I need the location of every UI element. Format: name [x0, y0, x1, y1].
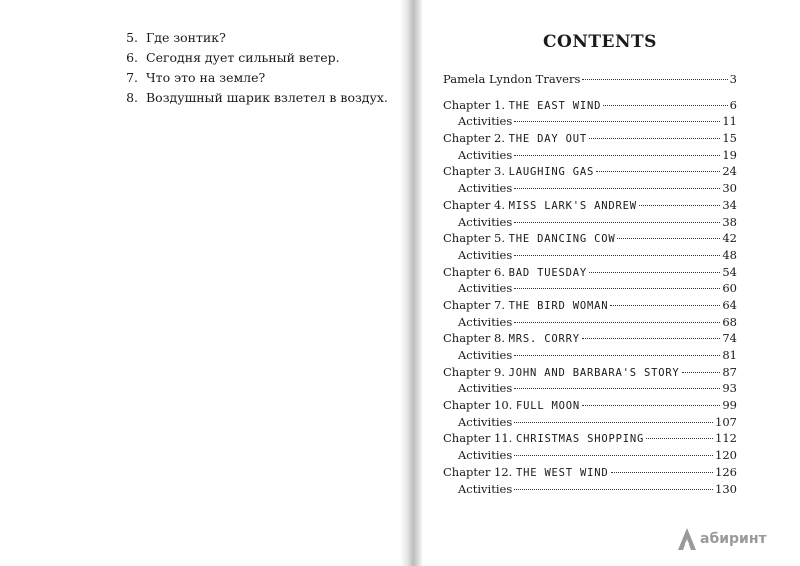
page-number: 30	[722, 181, 737, 196]
toc-chapter-row	[443, 98, 737, 115]
book-gutter	[400, 0, 422, 566]
dot-leader	[596, 171, 720, 172]
page-number: 24	[722, 164, 737, 179]
dot-leader	[639, 205, 721, 206]
chapter-title: BAD TUESDAY	[508, 266, 587, 279]
page-number: 81	[722, 348, 737, 362]
page-number: 6	[729, 97, 737, 112]
dot-leader	[514, 288, 720, 289]
page-number: 126	[715, 464, 737, 479]
dot-leader	[603, 105, 727, 106]
chapter-title: THE DANCING COW	[508, 233, 616, 246]
activities-label: Activities	[458, 448, 513, 463]
page-number: 11	[722, 114, 737, 129]
toc-chapter-row	[443, 231, 737, 248]
page-number: 112	[715, 431, 737, 446]
page-number: 93	[722, 381, 737, 396]
toc-activities-row	[443, 482, 737, 499]
chapter-prefix: Chapter 11.	[443, 431, 513, 446]
activities-label: Activities	[458, 214, 513, 229]
labirint-logo-icon	[676, 526, 698, 552]
page-number: 68	[722, 314, 737, 329]
activities-label: Activities	[458, 281, 513, 296]
activities-label: Activities	[458, 348, 513, 362]
dot-leader	[514, 155, 720, 156]
page-number: 130	[715, 481, 737, 496]
dot-leader	[514, 455, 713, 456]
toc-activities-row	[443, 415, 737, 432]
dot-leader	[646, 438, 713, 439]
dot-leader	[514, 422, 713, 423]
chapter-title: THE DAY OUT	[508, 133, 587, 146]
page-number: 74	[722, 331, 737, 346]
toc-chapter-row	[443, 265, 737, 282]
chapter-title: THE BIRD WOMAN	[508, 299, 609, 312]
dot-leader	[589, 272, 720, 273]
toc-chapter-row	[443, 164, 737, 181]
toc-chapter-row	[443, 131, 737, 148]
dot-leader	[610, 305, 720, 306]
list-item: 8. Воздушный шарик взлетел в воздух.	[126, 90, 388, 105]
dot-leader	[617, 238, 720, 239]
dot-leader	[514, 121, 720, 122]
page-number: 120	[715, 448, 737, 463]
toc-activities-row	[443, 181, 737, 198]
activities-label: Activities	[458, 247, 513, 262]
activities-label: Activities	[458, 114, 513, 129]
chapter-title: CHRISTMAS SHOPPING	[515, 433, 645, 446]
chapter-prefix: Chapter 12.	[443, 464, 513, 479]
dot-leader	[582, 79, 727, 80]
list-item: 5. Где зонтик?	[126, 30, 226, 45]
activities-label: Activities	[458, 147, 513, 162]
dot-leader	[514, 322, 720, 323]
toc-chapter-row	[443, 465, 737, 482]
chapter-prefix: Chapter 3.	[443, 164, 505, 179]
chapter-prefix: Chapter 1.	[443, 97, 505, 112]
toc-activities-row	[443, 114, 737, 131]
page-number: 60	[722, 281, 737, 296]
dot-leader	[582, 338, 721, 339]
dot-leader	[514, 489, 713, 490]
chapter-prefix: Chapter 9.	[443, 364, 505, 379]
watermark: абиринт	[676, 526, 767, 552]
chapter-title: MISS LARK'S ANDREW	[508, 199, 637, 212]
page-number: 38	[722, 214, 737, 229]
toc-author-row: Pamela Lyndon Travers 3	[443, 72, 737, 86]
chapter-prefix: Chapter 5.	[443, 231, 505, 246]
activities-label: Activities	[458, 481, 513, 496]
page-number: 64	[722, 297, 737, 312]
chapter-prefix: Chapter 8.	[443, 331, 505, 346]
dot-leader	[514, 188, 720, 189]
page-number: 87	[722, 364, 737, 379]
chapter-prefix: Chapter 10.	[443, 398, 513, 413]
toc-chapter-row	[443, 431, 737, 448]
dot-leader	[611, 472, 714, 473]
activities-label: Activities	[458, 181, 513, 196]
chapter-prefix: Chapter 4.	[443, 197, 505, 212]
list-item: 7. Что это на земле?	[126, 70, 266, 85]
chapter-title: THE EAST WIND	[508, 99, 602, 112]
chapter-title: LAUGHING GAS	[508, 166, 595, 179]
dot-leader	[682, 372, 721, 373]
dot-leader	[514, 222, 720, 223]
toc-chapter-row	[443, 331, 737, 348]
toc-activities-row	[443, 281, 737, 298]
page-number: 99	[722, 398, 737, 413]
dot-leader	[514, 388, 720, 389]
dot-leader	[514, 255, 720, 256]
toc-activities-row	[443, 215, 737, 232]
toc-activities-row	[443, 248, 737, 265]
exercise-list	[118, 28, 388, 108]
chapter-prefix: Chapter 6.	[443, 264, 505, 279]
toc-chapter-row	[443, 198, 737, 215]
activities-label: Activities	[458, 381, 513, 396]
page-number: 34	[722, 197, 737, 212]
page-number: 54	[722, 264, 737, 279]
activities-label: Activities	[458, 414, 513, 429]
page-number: 42	[722, 231, 737, 246]
page-title: CONTENTS	[543, 32, 657, 52]
list-item: 6. Сегодня дует сильный ветер.	[126, 50, 340, 65]
chapter-prefix: Chapter 7.	[443, 297, 505, 312]
dot-leader	[589, 138, 720, 139]
chapter-title: MRS. CORRY	[508, 333, 580, 346]
toc-activities-row	[443, 315, 737, 332]
chapter-title: FULL MOON	[515, 400, 581, 413]
toc-activities-row	[443, 381, 737, 398]
toc-chapter-row	[443, 298, 737, 315]
page-number: 19	[722, 147, 737, 162]
page-number: 15	[722, 131, 737, 146]
chapter-title: THE WEST WIND	[515, 466, 609, 479]
toc-activities-row	[443, 348, 737, 365]
toc-activities-row	[443, 448, 737, 465]
activities-label: Activities	[458, 314, 513, 329]
toc-chapter-row	[443, 398, 737, 415]
toc-chapter-row	[443, 365, 737, 382]
toc-activities-row	[443, 148, 737, 165]
chapter-prefix: Chapter 2.	[443, 131, 505, 146]
dot-leader	[514, 355, 720, 356]
page-number: 48	[722, 247, 737, 262]
chapter-title: JOHN AND BARBARA'S STORY	[508, 366, 680, 379]
page-number: 107	[715, 414, 737, 429]
dot-leader	[582, 405, 720, 406]
table-of-contents	[443, 72, 737, 498]
